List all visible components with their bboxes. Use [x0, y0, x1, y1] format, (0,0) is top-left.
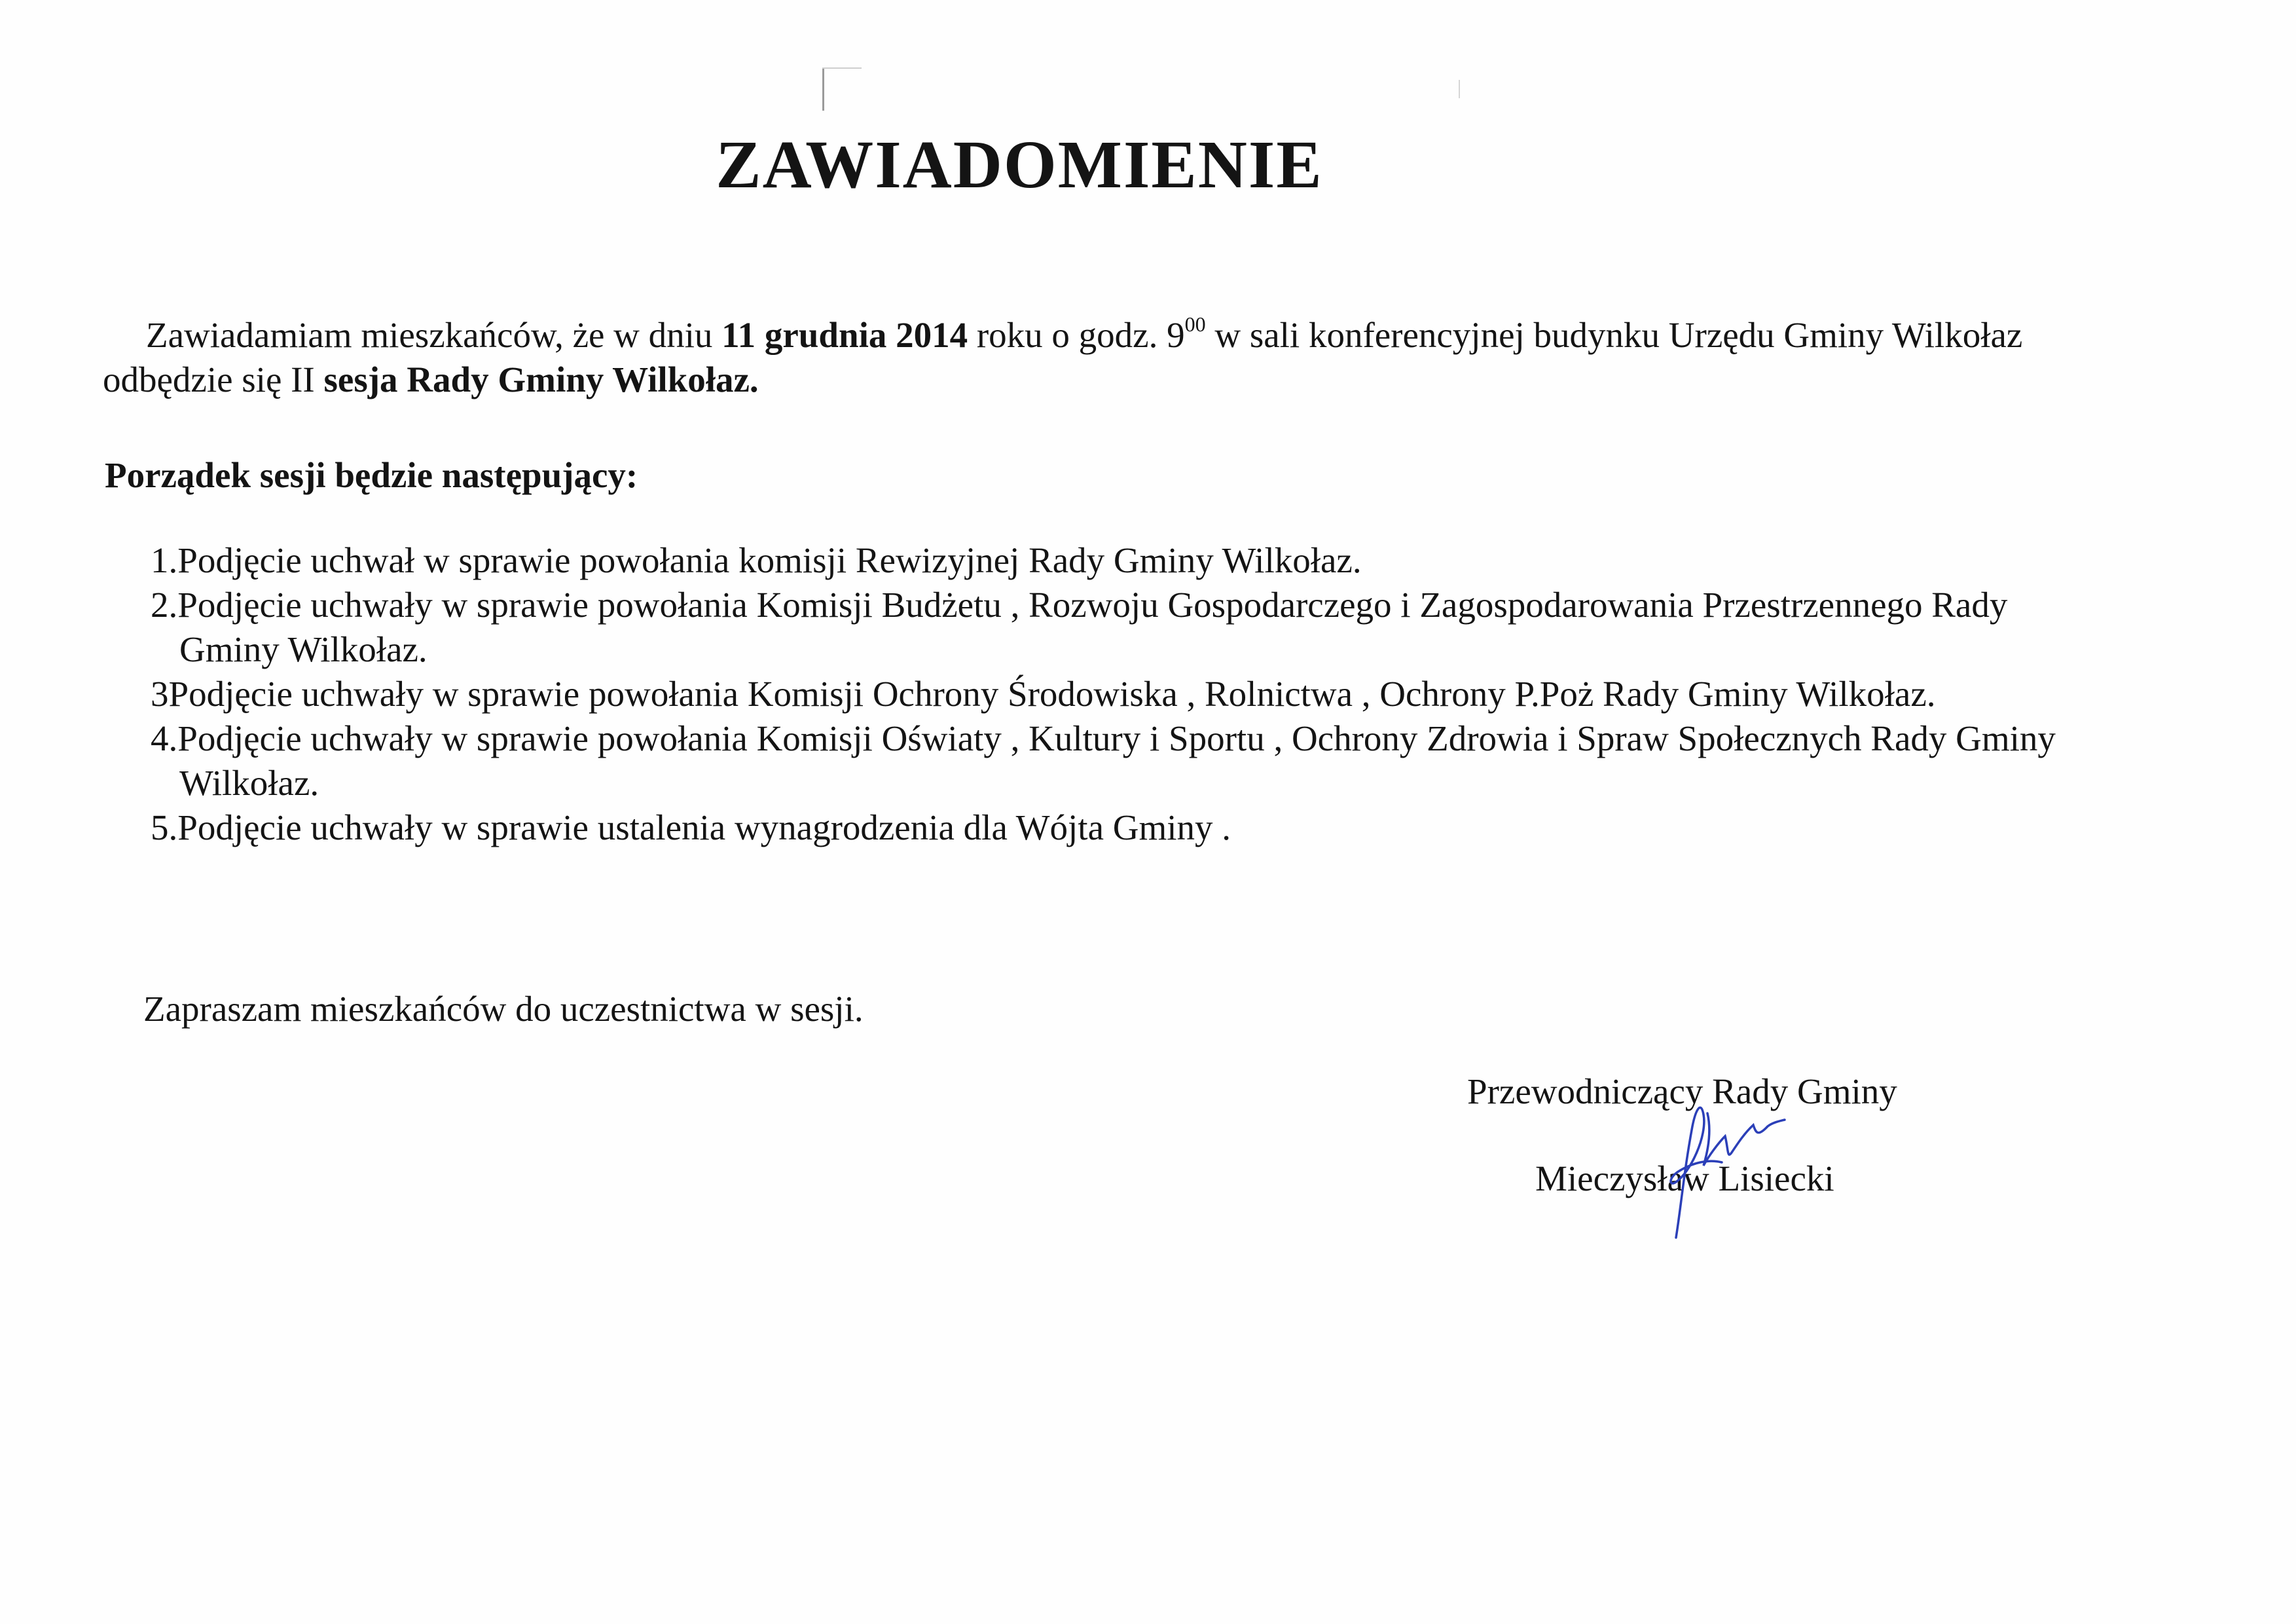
intro-paragraph	[103, 313, 2198, 402]
agenda-list	[151, 538, 2200, 850]
agenda-item-text: 3Podjęcie uchwały w sprawie powołania Komisji Ochrony Środowiska , Rolnictwa , Ochrony P.Poż Rady Gminy Wilkołaz.	[151, 674, 1936, 714]
intro-text-part-3: w sali konferencyjnej budynku Urzędu Gminy Wilkołaz	[1205, 315, 2023, 355]
agenda-item-text: 5.Podjęcie uchwały w sprawie ustalenia wynagrodzenia dla Wójta Gminy .	[151, 807, 1231, 847]
agenda-item-text: 2.Podjęcie uchwały w sprawie powołania Komisji Budżetu , Rozwoju Gospodarczego i Zagospodarowania Przestrzennego Rady	[151, 585, 2008, 625]
time-superscript: 00	[1184, 312, 1206, 336]
agenda-heading: Porządek sesji będzie następujący:	[105, 455, 638, 495]
handwritten-signature	[1630, 1074, 1827, 1244]
intro-text-part-2: roku o godz. 9	[968, 315, 1185, 355]
signature-stroke	[1671, 1107, 1722, 1238]
signatory-name: Mieczysław Lisiecki	[1535, 1158, 1834, 1198]
scan-artifact	[822, 67, 862, 69]
agenda-item	[151, 672, 2200, 716]
agenda-item-continuation: Gminy Wilkołaz.	[179, 629, 428, 669]
agenda-item-continuation: Wilkołaz.	[179, 763, 319, 803]
agenda-item-text: 1.Podjęcie uchwał w sprawie powołania komisji Rewizyjnej Rady Gminy Wilkołaz.	[151, 540, 1362, 580]
session-date: 11 grudnia 2014	[721, 315, 968, 355]
agenda-item	[151, 583, 2200, 672]
scan-artifact	[822, 67, 824, 111]
document-title: ZAWIADOMIENIE	[716, 127, 1323, 202]
session-name: sesja Rady Gminy Wilkołaz.	[323, 360, 759, 399]
intro-line-1	[103, 313, 2198, 358]
scan-artifact	[1459, 80, 1460, 98]
agenda-item-text: 4.Podjęcie uchwały w sprawie powołania Komisji Oświaty , Kultury i Sportu , Ochrony Zdrowia i Spraw Społecznych Rady Gminy	[151, 718, 2056, 758]
invitation-text: Zapraszam mieszkańców do uczestnictwa w sesji.	[143, 989, 864, 1029]
signatory-role: Przewodniczący Rady Gminy	[1467, 1071, 1897, 1111]
intro-text-part-1: Zawiadamiam mieszkańców, że w dniu	[146, 315, 722, 355]
agenda-item	[151, 805, 2200, 850]
agenda-item	[151, 716, 2200, 805]
intro-line-2	[103, 358, 2198, 402]
agenda-item	[151, 538, 2200, 583]
intro-text-part-4: odbędzie się II	[103, 360, 324, 399]
signature-stroke	[1704, 1113, 1785, 1166]
